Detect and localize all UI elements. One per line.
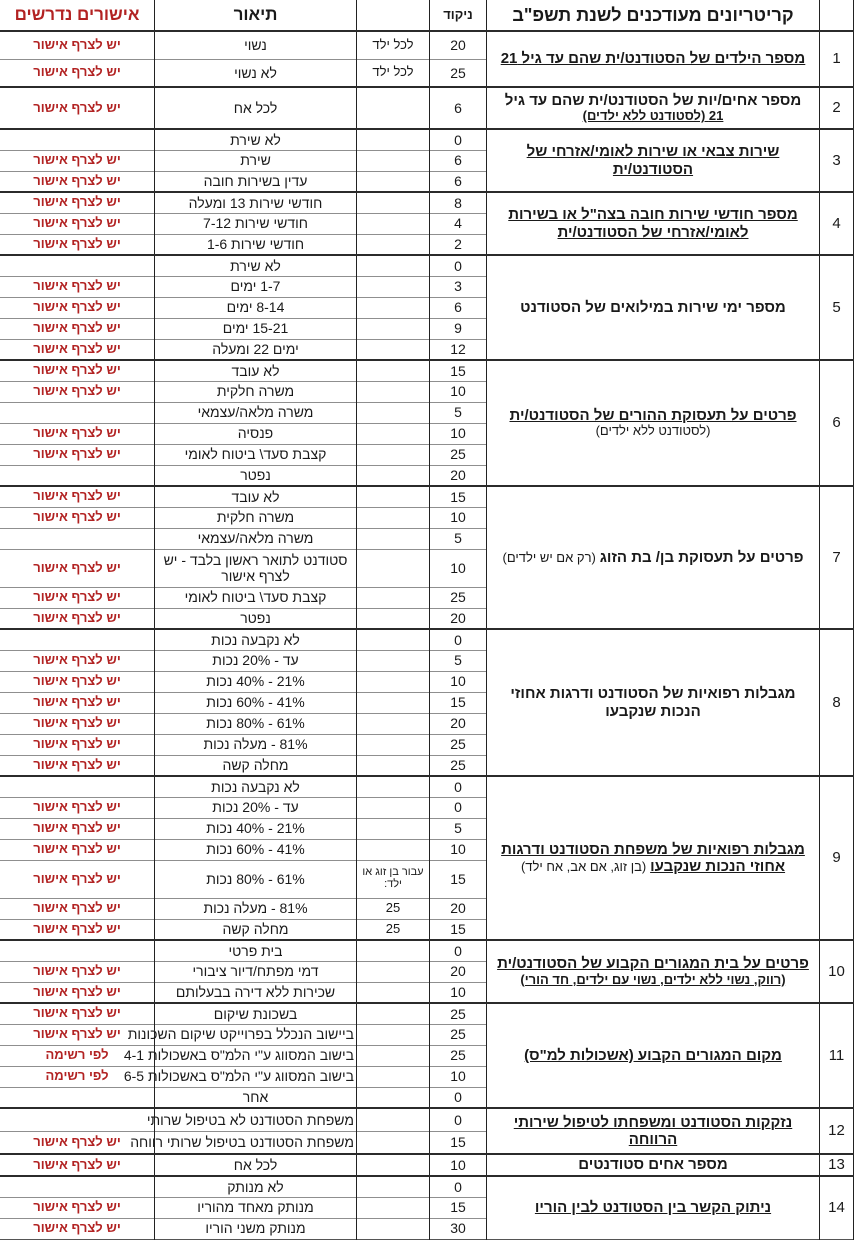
score-cell: 20 [430,713,487,734]
approval-cell: יש לצרף אישור [0,671,155,692]
table-row [0,129,854,150]
approval-cell: יש לצרף אישור [0,507,155,528]
table-row [0,360,854,381]
criterion-title: מספר אחים סטודנטים [487,1154,820,1176]
note-cell: 25 [357,898,430,919]
score-cell: 4 [430,213,487,234]
score-cell: 5 [430,528,487,549]
header-description: תיאור [155,0,357,31]
note-cell [357,423,430,444]
description-cell: 1-7 ימים [155,276,357,297]
note-cell [357,1131,430,1154]
score-cell: 15 [430,360,487,381]
description-cell: מחלה קשה [155,919,357,940]
description-cell: דמי מפתח/דיור ציבורי [155,961,357,982]
score-cell: 6 [430,87,487,129]
note-cell [357,1176,430,1197]
approval-cell: יש לצרף אישור [0,839,155,860]
approval-cell: יש לצרף אישור [0,318,155,339]
note-cell [357,1066,430,1087]
approval-cell: יש לצרף אישור [0,692,155,713]
score-cell: 20 [430,898,487,919]
description-cell: עד - 20% נכות [155,797,357,818]
score-cell: 25 [430,755,487,776]
approval-cell: יש לצרף אישור [0,339,155,360]
score-cell: 15 [430,486,487,507]
criterion-number: 10 [820,940,854,1003]
score-cell: 3 [430,276,487,297]
approval-cell [0,1087,155,1108]
note-cell [357,629,430,650]
note-cell [357,234,430,255]
table-row [0,192,854,213]
description-cell: סטודנט לתואר ראשון בלבד - יש לצרף אישור [155,549,357,587]
criterion-number: 6 [820,360,854,486]
score-cell: 8 [430,192,487,213]
header-score: ניקוד [430,0,487,31]
description-cell: לכל אח [155,1154,357,1176]
approval-cell: יש לצרף אישור [0,486,155,507]
description-cell: חודשי שירות 1-6 [155,234,357,255]
score-cell: 0 [430,940,487,961]
note-cell [357,1218,430,1239]
description-cell: חודשי שירות 13 ומעלה [155,192,357,213]
description-cell: לא נשוי [155,59,357,87]
score-cell: 5 [430,650,487,671]
description-cell: 61% - 80% נכות [155,860,357,898]
score-cell: 0 [430,1108,487,1131]
note-cell [357,1003,430,1024]
criterion-number: 3 [820,129,854,192]
description-cell: משרה חלקית [155,507,357,528]
criterion-number: 8 [820,629,854,776]
approval-cell: יש לצרף אישור [0,982,155,1003]
score-cell: 10 [430,549,487,587]
approval-cell: יש לצרף אישור [0,171,155,192]
approval-cell: יש לצרף אישור [0,234,155,255]
description-cell: עד - 20% נכות [155,650,357,671]
note-cell [357,650,430,671]
criterion-title: מספר חודשי שירות חובה בצה"ל או בשירות לאומי/אזרחי של הסטודנט/ית [487,192,820,255]
description-cell: לא נקבעה נכות [155,776,357,797]
score-cell: 15 [430,692,487,713]
note-cell [357,1197,430,1218]
score-cell: 25 [430,1003,487,1024]
approval-cell [0,465,155,486]
approval-cell: יש לצרף אישור [0,276,155,297]
note-cell: עבור בן זוג או ילד: [357,860,430,898]
criterion-title: פרטים על בית המגורים הקבוע של הסטודנט/ית (רווק, נשוי ללא ילדים, נשוי עם ילדים, חד הורי) [487,940,820,1003]
description-cell: לא נקבעה נכות [155,629,357,650]
score-cell: 10 [430,1066,487,1087]
note-cell [357,797,430,818]
note-cell [357,507,430,528]
criterion-number: 13 [820,1154,854,1176]
description-cell: בית פרטי [155,940,357,961]
approval-cell: יש לצרף אישור [0,860,155,898]
criterion-title: מגבלות רפואיות של הסטודנט ודרגות אחוזי הנכות שנקבעו [487,629,820,776]
score-cell: 20 [430,465,487,486]
score-cell: 10 [430,381,487,402]
note-cell [357,318,430,339]
approval-cell: יש לצרף אישור [0,297,155,318]
description-cell: בישוב המסווג ע"י הלמ"ס באשכולות 4-1 [155,1045,357,1066]
note-cell [357,444,430,465]
criterion-title: מגבלות רפואיות של משפחת הסטודנט ודרגות אחוזי הנכות שנקבעו (בן זוג, אם אב, אח ילד) [487,776,820,940]
criterion-title: מספר ימי שירות במילואים של הסטודנט [487,255,820,360]
description-cell: נפטר [155,608,357,629]
approval-cell: יש לצרף אישור [0,59,155,87]
approval-cell [0,776,155,797]
note-cell [357,192,430,213]
score-cell: 15 [430,1131,487,1154]
criterion-number: 5 [820,255,854,360]
approval-cell: יש לצרף אישור [0,818,155,839]
approval-cell [0,528,155,549]
score-cell: 6 [430,171,487,192]
score-cell: 9 [430,318,487,339]
score-cell: 0 [430,629,487,650]
note-cell [357,776,430,797]
score-cell: 15 [430,1197,487,1218]
criterion-number: 7 [820,486,854,629]
table-row [0,940,854,961]
criterion-number: 11 [820,1003,854,1108]
note-cell [357,940,430,961]
approval-cell: יש לצרף אישור [0,734,155,755]
note-cell [357,961,430,982]
description-cell: 21% - 40% נכות [155,671,357,692]
score-cell: 25 [430,734,487,755]
description-cell: לא מנותק [155,1176,357,1197]
description-cell: לכל אח [155,87,357,129]
score-cell: 0 [430,129,487,150]
score-cell: 20 [430,961,487,982]
score-cell: 6 [430,150,487,171]
score-cell: 15 [430,860,487,898]
approval-cell: יש לצרף אישור [0,1024,155,1045]
score-cell: 10 [430,982,487,1003]
note-cell [357,671,430,692]
criterion-title: מספר הילדים של הסטודנט/ית שהם עד גיל 21 [487,31,820,87]
table-row [0,776,854,797]
description-cell: מנותק מאחד מהוריו [155,1197,357,1218]
criterion-number: 4 [820,192,854,255]
description-cell: נשוי [155,31,357,59]
note-cell [357,713,430,734]
score-cell: 5 [430,402,487,423]
description-cell: פנסיה [155,423,357,444]
note-cell [357,1154,430,1176]
note-cell [357,839,430,860]
description-cell: 81% - מעלה נכות [155,898,357,919]
score-cell: 2 [430,234,487,255]
approval-cell: לפי רשימה [0,1066,155,1087]
approval-cell [0,129,155,150]
description-cell: שירת [155,150,357,171]
header-criteria: קריטריונים מעודכנים לשנת תשפ"ב [487,0,820,31]
note-cell [357,360,430,381]
score-cell: 0 [430,776,487,797]
approval-cell: יש לצרף אישור [0,87,155,129]
approval-cell: יש לצרף אישור [0,360,155,381]
approval-cell: יש לצרף אישור [0,31,155,59]
description-cell: מנותק משני הוריו [155,1218,357,1239]
description-cell: 61% - 80% נכות [155,713,357,734]
description-cell: ימים 22 ומעלה [155,339,357,360]
approval-cell: יש לצרף אישור [0,898,155,919]
note-cell [357,549,430,587]
note-cell [357,692,430,713]
approval-cell [0,1108,155,1131]
note-cell [357,982,430,1003]
note-cell [357,213,430,234]
approval-cell [0,402,155,423]
score-cell: 10 [430,839,487,860]
score-cell: 6 [430,297,487,318]
approval-cell [0,1176,155,1197]
note-cell [357,129,430,150]
description-cell: לא שירת [155,129,357,150]
description-cell: קצבת סעד\ ביטוח לאומי [155,444,357,465]
approval-cell: יש לצרף אישור [0,1003,155,1024]
score-cell: 0 [430,1176,487,1197]
description-cell: 8-14 ימים [155,297,357,318]
approval-cell: יש לצרף אישור [0,587,155,608]
approval-cell: יש לצרף אישור [0,381,155,402]
score-cell: 10 [430,423,487,444]
description-cell: נפטר [155,465,357,486]
note-cell [357,1087,430,1108]
description-cell: 41% - 60% נכות [155,839,357,860]
note-cell [357,171,430,192]
note-cell [357,339,430,360]
score-cell: 30 [430,1218,487,1239]
criterion-title: מקום המגורים הקבוע (אשכולות למ"ס) [487,1003,820,1108]
table-row [0,629,854,650]
score-cell: 20 [430,608,487,629]
criterion-number: 12 [820,1108,854,1154]
header-row [0,0,854,31]
criterion-number: 9 [820,776,854,940]
header-num-empty [820,0,854,31]
score-cell: 10 [430,1154,487,1176]
description-cell: משרה מלאה/עצמאי [155,402,357,423]
note-cell [357,465,430,486]
approval-cell: יש לצרף אישור [0,961,155,982]
approval-cell [0,940,155,961]
note-cell [357,818,430,839]
score-cell: 20 [430,31,487,59]
approval-cell: יש לצרף אישור [0,444,155,465]
approval-cell: יש לצרף אישור [0,549,155,587]
approval-cell: יש לצרף אישור [0,650,155,671]
score-cell: 25 [430,59,487,87]
approval-cell: יש לצרף אישור [0,1154,155,1176]
note-cell [357,486,430,507]
criterion-title: שירות צבאי או שירות לאומי/אזרחי של הסטודנט/ית [487,129,820,192]
score-cell: 25 [430,587,487,608]
criterion-title: מספר אחים/יות של הסטודנט/ית שהם עד גיל 21 (לסטודנט ללא ילדים) [487,87,820,129]
description-cell: משרה מלאה/עצמאי [155,528,357,549]
note-cell [357,402,430,423]
description-cell: עדין בשירות חובה [155,171,357,192]
note-cell [357,755,430,776]
description-cell: משפחת הסטודנט בטיפול שרותי רווחה [155,1131,357,1154]
description-cell: 41% - 60% נכות [155,692,357,713]
note-cell [357,276,430,297]
note-cell [357,608,430,629]
header-note-empty [357,0,430,31]
description-cell: שכירות ללא דירה בבעלותם [155,982,357,1003]
note-cell: לכל ילד [357,31,430,59]
note-cell: 25 [357,919,430,940]
description-cell: קצבת סעד\ ביטוח לאומי [155,587,357,608]
approval-cell [0,629,155,650]
header-approvals: אישורים נדרשים [0,0,155,31]
description-cell: אחר [155,1087,357,1108]
criterion-title: פרטים על תעסוקת בן/ בת הזוג (רק אם יש ילדים) [487,486,820,629]
description-cell: 15-21 ימים [155,318,357,339]
approval-cell: יש לצרף אישור [0,919,155,940]
description-cell: משפחת הסטודנט לא בטיפול שרותי [155,1108,357,1131]
description-cell: מחלה קשה [155,755,357,776]
table-row [0,87,854,129]
criterion-title: ניתוק הקשר בין הסטודנט לבין הוריו [487,1176,820,1239]
approval-cell: יש לצרף אישור [0,423,155,444]
score-cell: 10 [430,671,487,692]
description-cell: משרה חלקית [155,381,357,402]
description-cell: בישוב המסווג ע"י הלמ"ס באשכולות 6-5 [155,1066,357,1087]
table-row [0,1003,854,1024]
criterion-number: 14 [820,1176,854,1239]
description-cell: ביישוב הנכלל בפרוייקט שיקום השכונות [155,1024,357,1045]
approval-cell: יש לצרף אישור [0,1131,155,1154]
criterion-title: נזקקות הסטודנט ומשפחתו לטיפול שירותי הרווחה [487,1108,820,1154]
approval-cell: יש לצרף אישור [0,1197,155,1218]
table-row [0,255,854,276]
approval-cell [0,255,155,276]
score-cell: 0 [430,1087,487,1108]
description-cell: לא עובד [155,360,357,381]
description-cell: בשכונת שיקום [155,1003,357,1024]
approval-cell: יש לצרף אישור [0,192,155,213]
description-cell: 81% - מעלה נכות [155,734,357,755]
score-cell: 0 [430,255,487,276]
score-cell: 25 [430,1024,487,1045]
score-cell: 25 [430,444,487,465]
approval-cell: יש לצרף אישור [0,150,155,171]
approval-cell: יש לצרף אישור [0,713,155,734]
description-cell: חודשי שירות 7-12 [155,213,357,234]
note-cell [357,150,430,171]
approval-cell: יש לצרף אישור [0,755,155,776]
score-cell: 10 [430,507,487,528]
note-cell [357,1108,430,1131]
approval-cell: יש לצרף אישור [0,1218,155,1239]
table-row [0,31,854,59]
table-row [0,486,854,507]
note-cell [357,255,430,276]
table-row [0,1176,854,1197]
approval-cell: יש לצרף אישור [0,608,155,629]
note-cell [357,297,430,318]
note-cell [357,734,430,755]
approval-cell: יש לצרף אישור [0,213,155,234]
score-cell: 0 [430,797,487,818]
approval-cell: יש לצרף אישור [0,797,155,818]
criterion-title: פרטים על תעסוקת ההורים של הסטודנט/ית (לסטודנט ללא ילדים) [487,360,820,486]
description-cell: לא עובד [155,486,357,507]
note-cell [357,1024,430,1045]
note-cell [357,381,430,402]
note-cell [357,1045,430,1066]
criterion-number: 2 [820,87,854,129]
description-cell: לא שירת [155,255,357,276]
approval-cell: לפי רשימה [0,1045,155,1066]
description-cell: 21% - 40% נכות [155,818,357,839]
note-cell: לכל ילד [357,59,430,87]
score-cell: 15 [430,919,487,940]
note-cell [357,87,430,129]
note-cell [357,587,430,608]
score-cell: 5 [430,818,487,839]
table-row [0,1154,854,1176]
score-cell: 12 [430,339,487,360]
table-row [0,1108,854,1131]
criterion-number: 1 [820,31,854,87]
note-cell [357,528,430,549]
score-cell: 25 [430,1045,487,1066]
